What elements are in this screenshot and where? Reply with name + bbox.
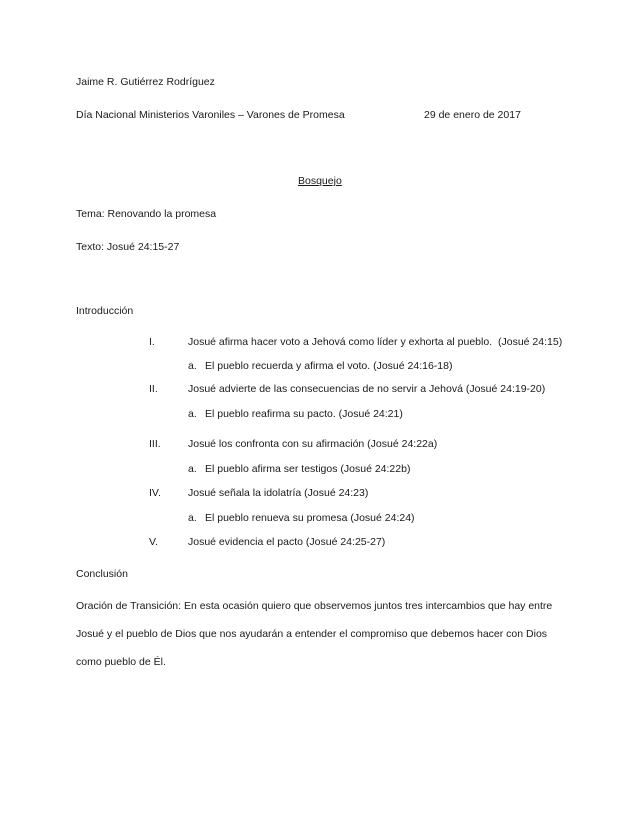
outline-point: Josué evidencia el pacto (Josué 24:25-27): [188, 536, 386, 548]
transition-prayer-line: Josué y el pueblo de Dios que nos ayudarán a entender el compromiso que debemos hacer con Dios: [76, 628, 548, 640]
outline-point: Josué señala la idolatría (Josué 24:23): [188, 487, 369, 499]
outline-numeral: II.: [149, 383, 158, 395]
outline-sub-letter: a.: [188, 408, 197, 420]
introduction-label: Introducción: [76, 305, 134, 317]
outline-numeral: IV.: [149, 487, 161, 499]
outline-sub-point: El pueblo renueva su promesa (Josué 24:24): [205, 512, 415, 524]
outline-sub-letter: a.: [188, 512, 197, 524]
outline-numeral: III.: [149, 438, 161, 450]
transition-prayer-line: como pueblo de Él.: [76, 656, 166, 668]
outline-sub-point: El pueblo reafirma su pacto. (Josué 24:21): [205, 408, 403, 420]
outline-numeral: V.: [149, 536, 158, 548]
outline-point: Josué advierte de las consecuencias de no servir a Jehová (Josué 24:19-20): [188, 383, 546, 395]
author-name: Jaime R. Gutiérrez Rodríguez: [76, 76, 215, 88]
outline-sub-letter: a.: [188, 463, 197, 475]
document-title: Bosquejo: [298, 175, 342, 187]
outline-sub-point: El pueblo recuerda y afirma el voto. (Josué 24:16-18): [205, 360, 453, 372]
outline-point: Josué afirma hacer voto a Jehová como líder y exhorta al pueblo.: [188, 336, 493, 348]
document-date: 29 de enero de 2017: [424, 109, 521, 121]
transition-prayer-line: Oración de Transición: En esta ocasión quiero que observemos juntos tres intercambios que hay entre: [76, 600, 553, 612]
outline-numeral: I.: [149, 336, 155, 348]
conclusion-label: Conclusión: [76, 568, 128, 580]
theme-line: Tema: Renovando la promesa: [76, 208, 217, 220]
outline-sub-point: El pueblo afirma ser testigos (Josué 24:22b): [205, 463, 411, 475]
outline-sub-letter: a.: [188, 360, 197, 372]
event-name: Día Nacional Ministerios Varoniles – Varones de Promesa: [76, 109, 345, 121]
outline-point-reference: (Josué 24:15): [498, 336, 563, 348]
outline-point: Josué los confronta con su afirmación (Josué 24:22a): [188, 438, 438, 450]
text-reference: Texto: Josué 24:15-27: [76, 241, 180, 253]
